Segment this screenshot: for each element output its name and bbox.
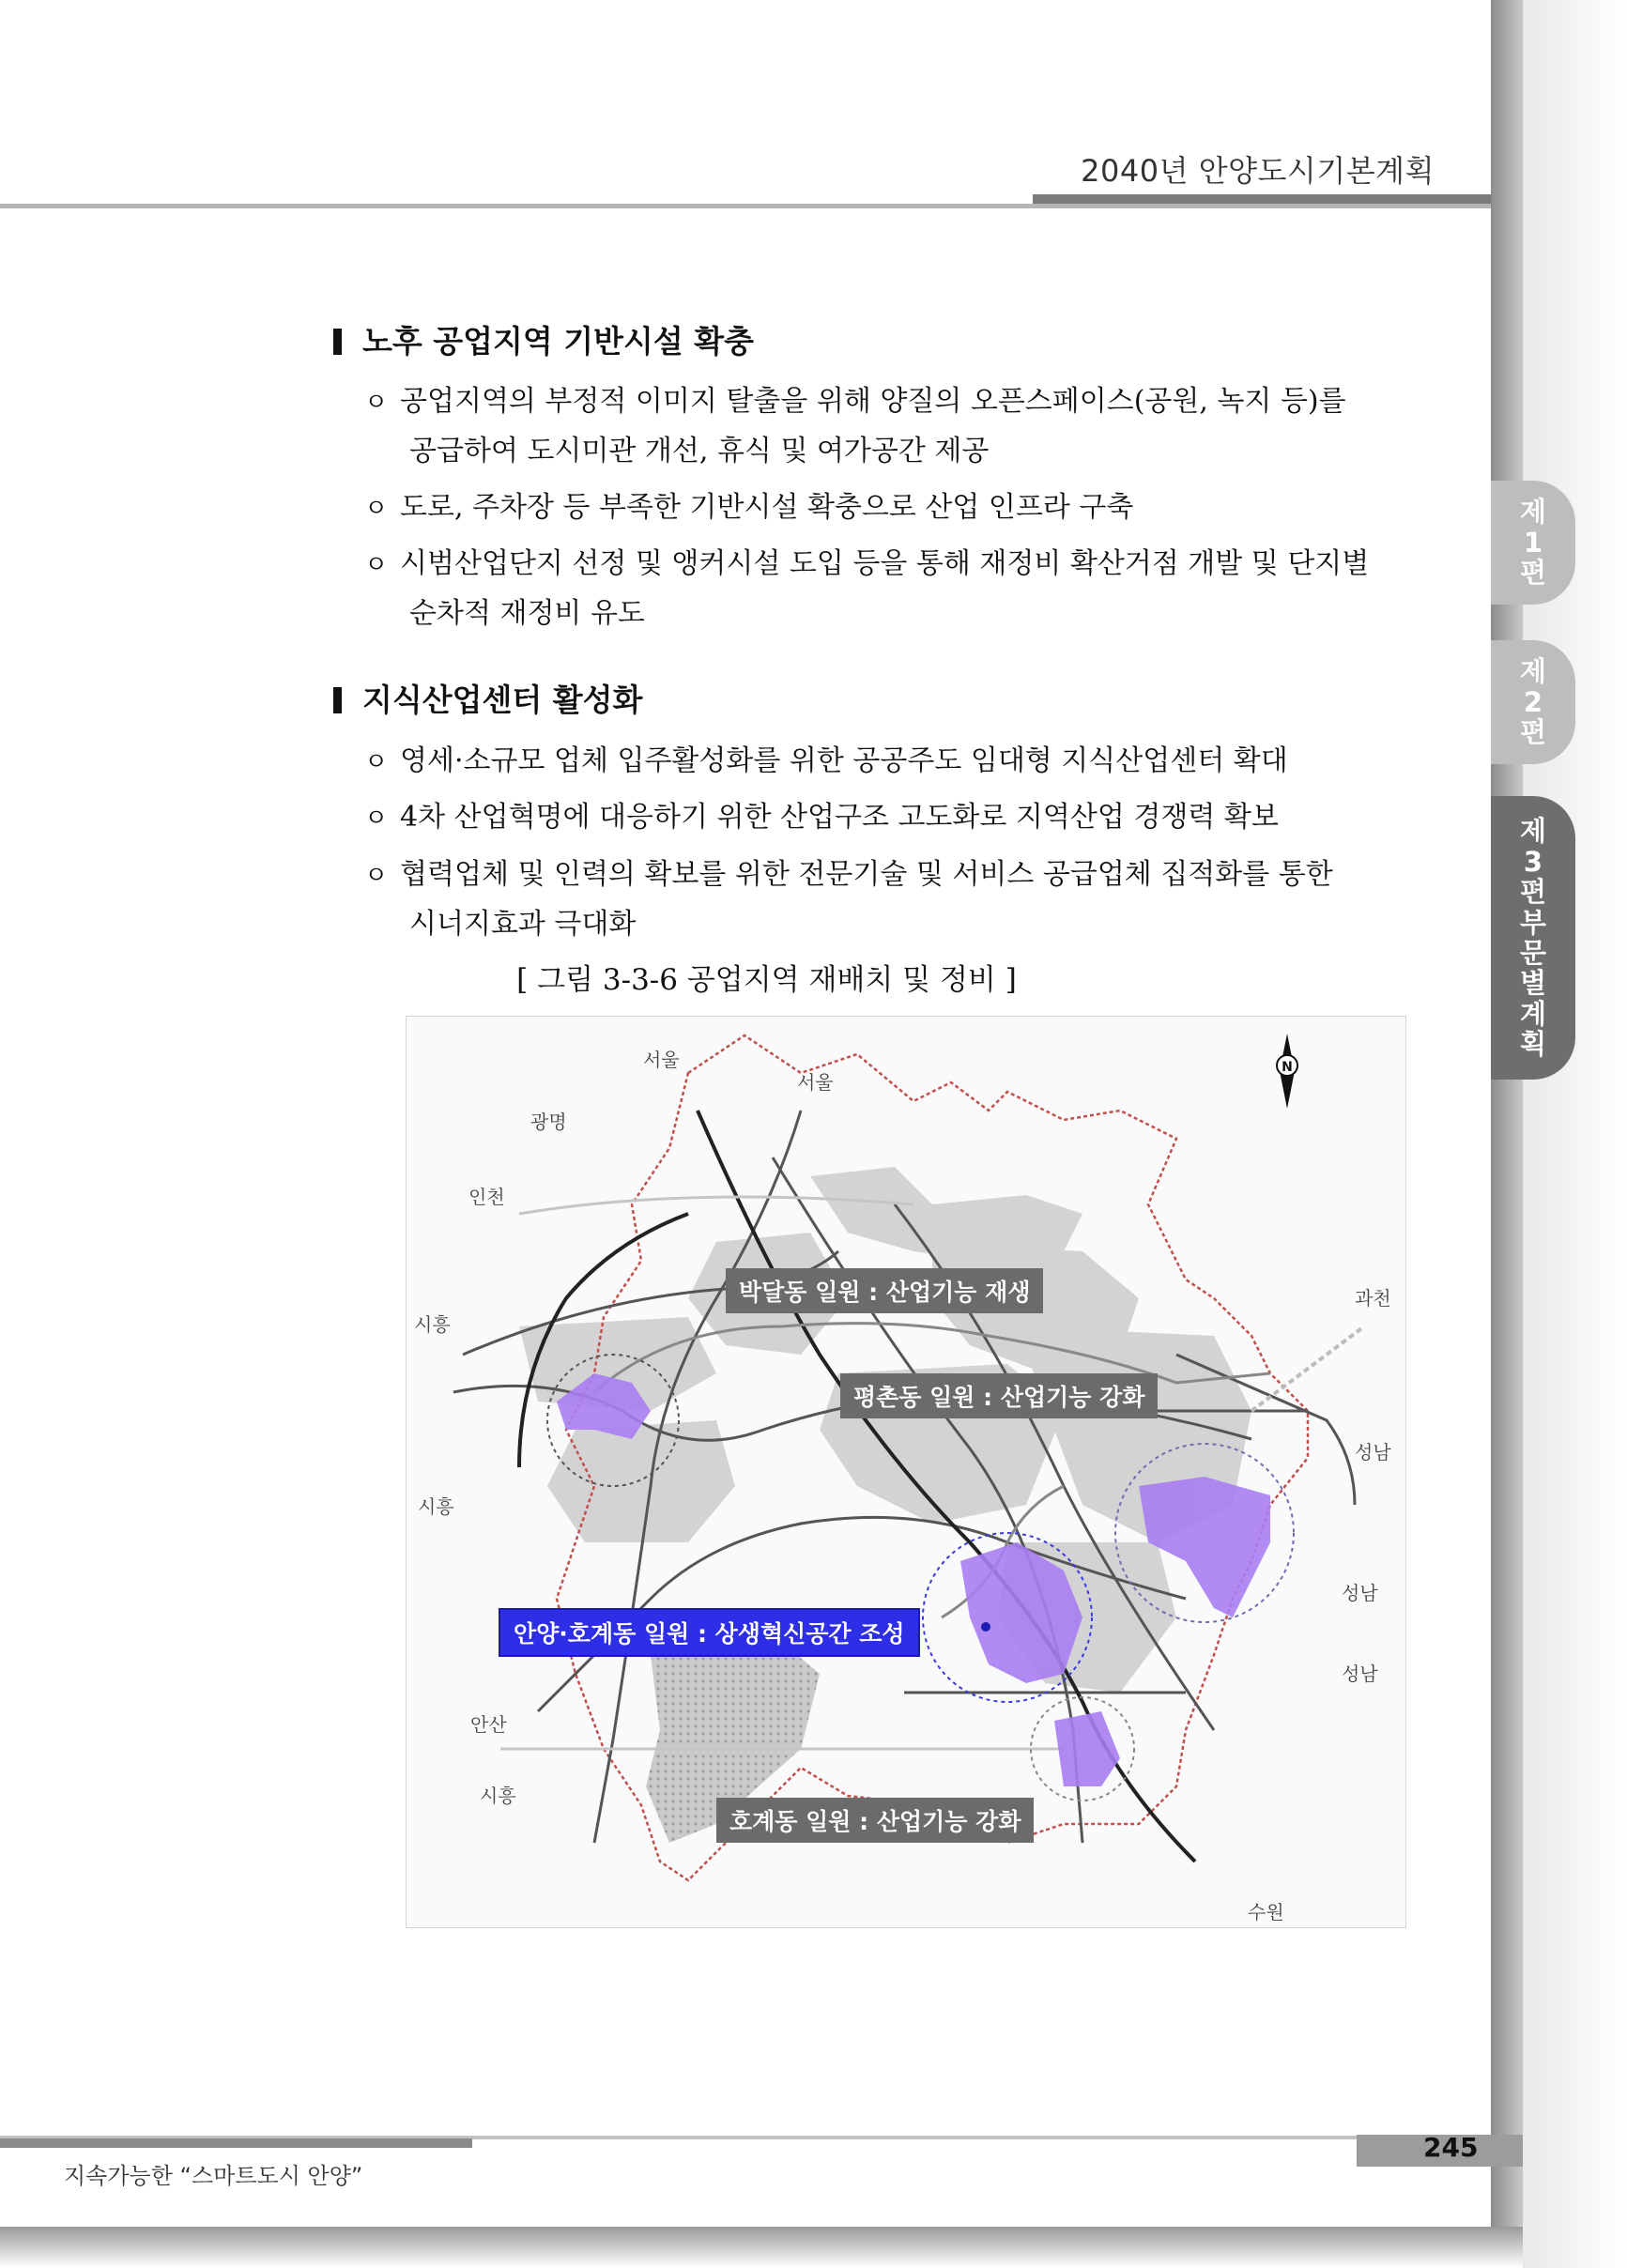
tab-char: 획 — [1519, 1028, 1546, 1061]
chapter-tab-3-active[interactable] — [1491, 796, 1575, 1080]
tab-char: 계 — [1519, 997, 1546, 1030]
tab-char: 부 — [1519, 906, 1546, 939]
heading-marker — [333, 329, 342, 355]
zone-label-hogye: 호계동 일원 : 산업기능 강화 — [716, 1798, 1034, 1843]
city-label-incheon: 인천 — [468, 1186, 505, 1208]
figure-caption-text: [ 그림 3-3-6 공업지역 재배치 및 정비 ] — [516, 963, 1017, 997]
bullet-marker: ㅇ — [364, 748, 389, 776]
bullet-text-continued: 시너지효과 극대화 — [409, 908, 637, 941]
map-graphic — [407, 1017, 1405, 1927]
tab-char: 편 — [1519, 557, 1546, 590]
city-label-gwangmyeong: 광명 — [530, 1111, 567, 1133]
tab-char: 편 — [1519, 716, 1546, 749]
city-label-seongnam: 성남 — [1355, 1441, 1391, 1463]
bullet-text: 협력업체 및 인력의 확보를 위한 전문기술 및 서비스 공급업체 집적화를 통한 — [400, 858, 1333, 891]
bullet-marker: ㅇ — [364, 862, 389, 890]
tab-char: 문 — [1519, 937, 1546, 969]
chapter-tab-2[interactable] — [1491, 640, 1575, 764]
section-heading-text: 지식산업센터 활성화 — [362, 682, 643, 718]
figure-caption — [0, 956, 1627, 998]
footer-slogan: 지속가능한 “스마트도시 안양” — [64, 2163, 363, 2189]
header-rule — [0, 204, 1491, 208]
tab-char: 2 — [1523, 685, 1543, 718]
bullet-text: 공업지역의 부정적 이미지 탈출을 위해 양질의 오픈스페이스(공원, 녹지 등)를 — [400, 385, 1346, 418]
page-bottom-shadow — [0, 2227, 1523, 2268]
city-label-seoul: 서울 — [797, 1071, 834, 1094]
section-heading — [333, 317, 754, 361]
tab-char: 1 — [1523, 526, 1543, 559]
bullet-item — [364, 793, 1406, 843]
bullet-marker: ㅇ — [364, 389, 389, 417]
industrial-zone-map — [406, 1016, 1406, 1928]
city-label-seoul: 서울 — [643, 1049, 680, 1071]
north-arrow-icon — [1277, 1034, 1297, 1109]
bullet-item — [364, 540, 1406, 638]
north-arrow-letter: N — [1282, 1060, 1293, 1075]
bullet-item — [364, 483, 1406, 533]
zone-label-bakdal: 박달동 일원 : 산업기능 재생 — [726, 1268, 1043, 1313]
tab-char: 제 — [1519, 655, 1546, 688]
city-label-siheung: 시흥 — [414, 1313, 451, 1336]
footer-rule-accent — [0, 2138, 472, 2148]
rail-gwacheon — [1251, 1326, 1364, 1411]
page-number: 245 — [1423, 2132, 1479, 2163]
tab-char: 3 — [1523, 845, 1543, 878]
bullet-text-continued: 순차적 재정비 유도 — [409, 597, 645, 630]
bullet-item — [364, 737, 1406, 787]
tab-char: 별 — [1519, 967, 1546, 1000]
city-label-gwacheon: 과천 — [1355, 1287, 1391, 1310]
bullet-text: 도로, 주차장 등 부족한 기반시설 확충으로 산업 인프라 구축 — [400, 491, 1134, 524]
header-rule-accent — [1033, 194, 1491, 204]
zone-label-anyang-hogye: 안양·호계동 일원 : 상생혁신공간 조성 — [499, 1608, 920, 1657]
running-header-title: 2040년 안양도시기본계획 — [1081, 153, 1435, 189]
bullet-text-continued: 공급하여 도시미관 개선, 휴식 및 여가공간 제공 — [409, 435, 990, 467]
city-label-siheung: 시흥 — [418, 1495, 454, 1518]
section-heading — [333, 676, 642, 720]
city-label-siheung: 시흥 — [480, 1785, 516, 1807]
chapter-tab-1[interactable] — [1491, 481, 1575, 605]
page-edge-shadow — [1491, 0, 1523, 2268]
tab-char: 편 — [1519, 876, 1546, 909]
page-edge-margin — [1523, 0, 1627, 2268]
tab-char: 제 — [1519, 496, 1546, 529]
bullet-item — [364, 377, 1406, 476]
bullet-marker: ㅇ — [364, 551, 389, 579]
section-heading-text: 노후 공업지역 기반시설 확충 — [362, 323, 755, 360]
tab-char: 제 — [1519, 815, 1546, 848]
bullet-marker: ㅇ — [364, 495, 389, 523]
zone-label-pyeongchon: 평촌동 일원 : 산업기능 강화 — [840, 1373, 1158, 1418]
bullet-text: 영세·소규모 업체 입주활성화를 위한 공공주도 임대형 지식산업센터 확대 — [400, 744, 1288, 777]
city-label-seongnam: 성남 — [1342, 1582, 1378, 1604]
city-label-ansan: 안산 — [470, 1713, 507, 1736]
bullet-marker: ㅇ — [364, 805, 389, 833]
heading-marker — [333, 687, 342, 713]
zone-point — [981, 1622, 990, 1632]
city-label-suwon: 수원 — [1248, 1901, 1284, 1923]
bullet-item — [364, 850, 1406, 949]
city-label-seongnam: 성남 — [1342, 1663, 1378, 1685]
bullet-text: 시범산업단지 선정 및 앵커시설 도입 등을 통해 재정비 확산거점 개발 및 단지별 — [400, 547, 1370, 580]
bullet-text: 4차 산업혁명에 대응하기 위한 산업구조 고도화로 지역산업 경쟁력 확보 — [400, 801, 1279, 834]
